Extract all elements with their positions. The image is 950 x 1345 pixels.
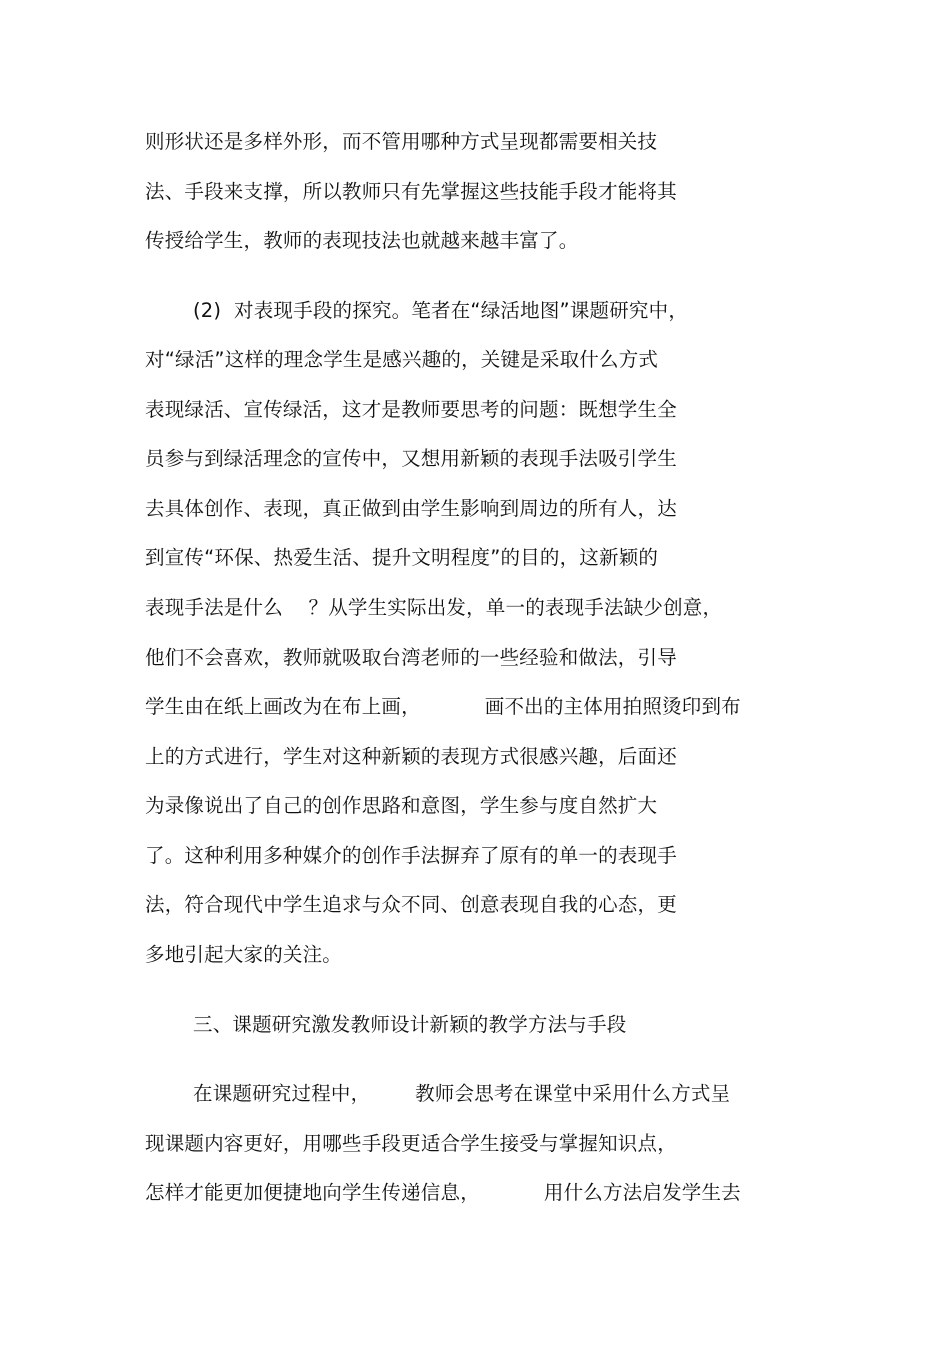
text-line: 表现绿活、宣传绿活，这才是教师要思考的问题：既想学生全	[145, 398, 677, 421]
section-heading: 三、课题研究激发教师设计新颖的教学方法与手段	[193, 1013, 627, 1036]
text-line: 到宣传“环保、热爱生活、提升文明程度”的目的，这新颖的	[145, 546, 659, 569]
text-line: 法，符合现代中学生追求与众不同、创意表现自我的心态，更	[145, 893, 677, 916]
text-line: 学生由在纸上画改为在布上画， 画不出的主体用拍照烫印到布	[145, 695, 741, 718]
text-line: 上的方式进行，学生对这种新颖的表现方式很感兴趣，后面还	[145, 745, 677, 768]
text-line: 传授给学生，教师的表现技法也就越来越丰富了。	[145, 229, 579, 252]
text-line: 多地引起大家的关注。	[145, 943, 343, 966]
text-line: 现课题内容更好，用哪些手段更适合学生接受与掌握知识点，	[145, 1132, 677, 1155]
text-line: 员参与到绿活理念的宣传中，又想用新颖的表现手法吸引学生	[145, 447, 677, 470]
text-line: 法、手段来支撑，所以教师只有先掌握这些技能手段才能将其	[145, 180, 677, 203]
text-line: 对“绿活”这样的理念学生是感兴趣的，关键是采取什么方式	[145, 348, 659, 371]
text-line: 在课题研究过程中， 教师会思考在课堂中采用什么方式呈	[193, 1082, 731, 1105]
text-line: 表现手法是什么 ？从学生实际出发，单一的表现手法缺少创意，	[145, 596, 723, 619]
text-line: 则形状还是多样外形，而不管用哪种方式呈现都需要相关技	[145, 130, 658, 153]
text-line: (2) 对表现手段的探究。笔者在“绿活地图”课题研究中，	[193, 299, 689, 322]
text-line: 去具体创作、表现，真正做到由学生影响到周边的所有人，达	[145, 497, 677, 520]
text-line: 了。这种利用多种媒介的创作手法摒弃了原有的单一的表现手	[145, 844, 677, 867]
text-line: 为录像说出了自己的创作思路和意图，学生参与度自然扩大	[145, 794, 658, 817]
text-line: 他们不会喜欢，教师就吸取台湾老师的一些经验和做法，引导	[145, 646, 677, 669]
text-line: 怎样才能更加便捷地向学生传递信息， 用什么方法启发学生去	[145, 1181, 741, 1204]
